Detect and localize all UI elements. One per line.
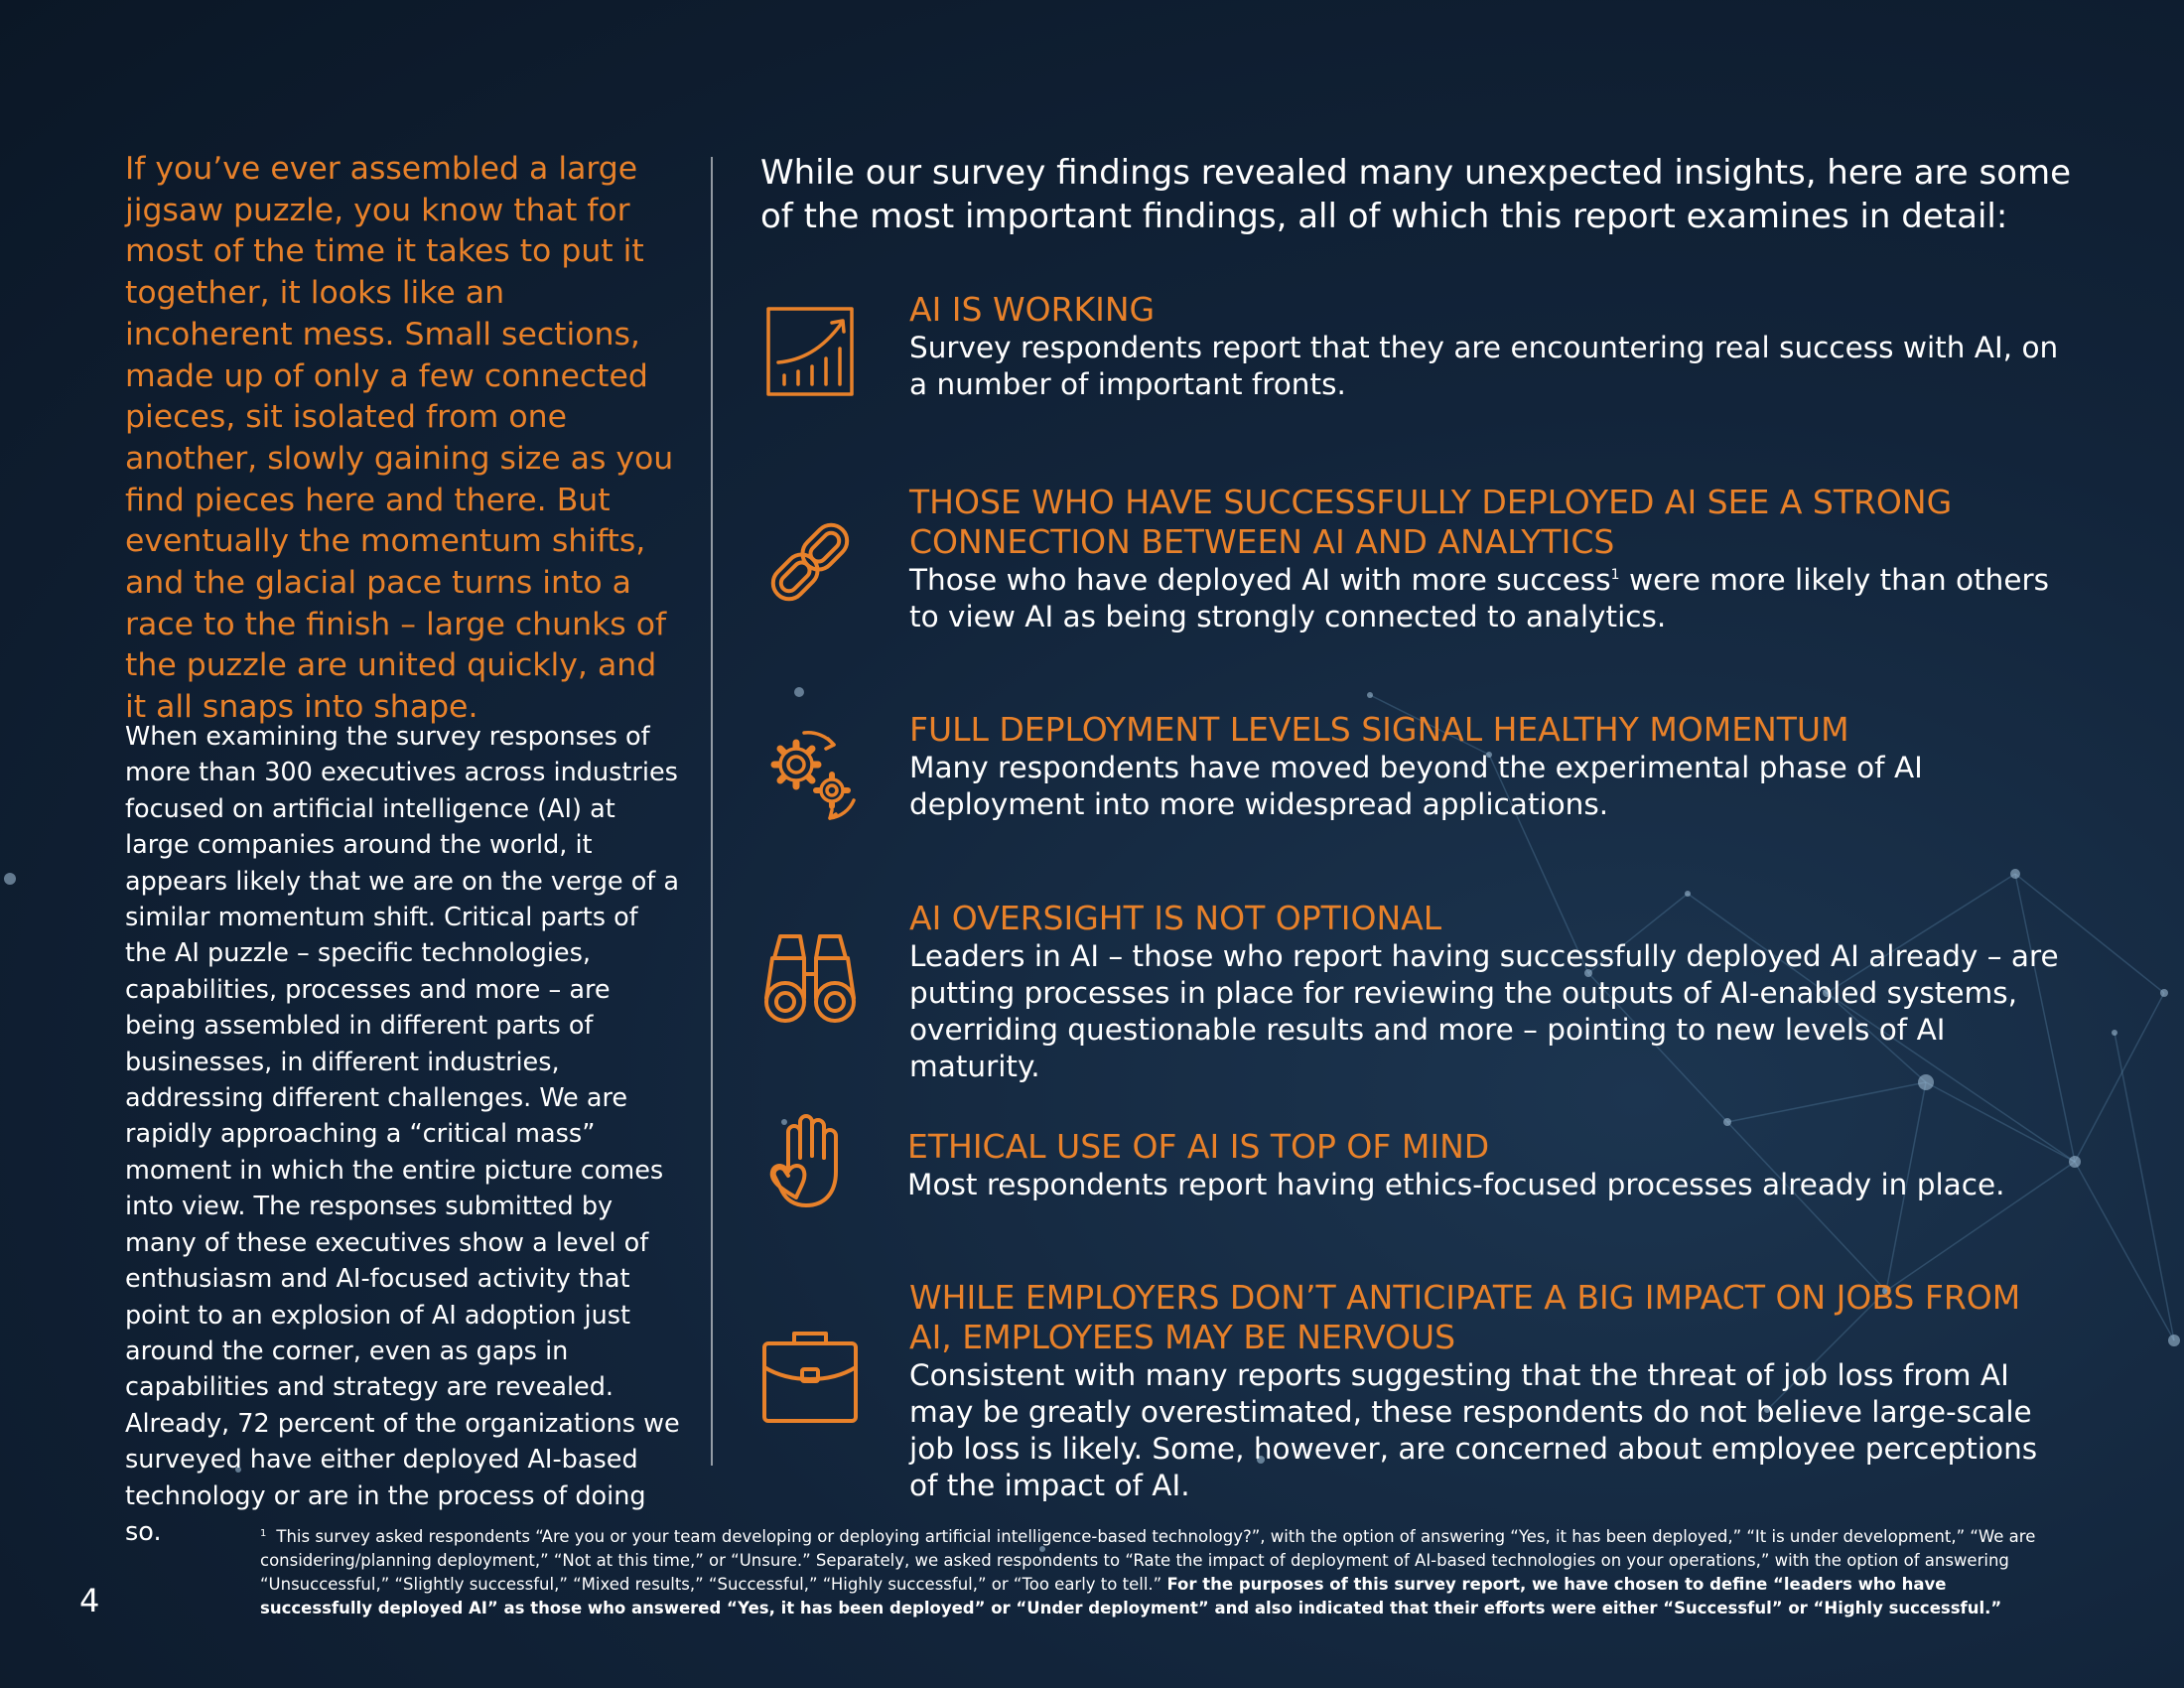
binoculars-icon — [760, 928, 860, 1028]
finding-title: ETHICAL USE OF AI IS TOP OF MIND — [907, 1127, 1490, 1166]
footnote-reference: 1 — [1610, 567, 1620, 584]
finding-title: AI OVERSIGHT IS NOT OPTIONAL — [909, 899, 1442, 937]
finding-description: Many respondents have moved beyond the experimental phase of AI deployment into more widespread applications. — [909, 751, 1923, 821]
findings-lead-text: While our survey findings revealed many unexpected insights, here are some of the most important findings, all of which this report examines in detail: — [760, 153, 2072, 236]
briefcase-icon — [760, 1328, 860, 1427]
finding-text-block — [907, 1127, 2069, 1203]
finding-text-block — [909, 899, 2071, 1085]
finding-description: Survey respondents report that they are encountering real success with AI, on a number of important fronts. — [909, 331, 2059, 401]
page-number: 4 — [79, 1582, 100, 1619]
chain-link-icon — [760, 512, 860, 612]
hand-heart-icon — [760, 1110, 860, 1209]
finding-text-block — [909, 290, 2071, 403]
finding-description: Consistent with many reports suggesting that the threat of job loss from AI may be greatly overestimated, these respondents do not believe large-scale job loss is likely. Some, however, are concerned about employee perceptions of the impact of AI. — [909, 1358, 2038, 1502]
finding-text-block — [909, 483, 2071, 635]
footnote-marker: 1 — [260, 1527, 267, 1539]
body-paragraph: When examining the survey responses of more than 300 executives across industries focused on artificial intelligence (AI) at large companies around the world, it appears likely that we are on the verge of a similar momentum shift. Critical parts of the AI puzzle – specific technologies, capabilities, processes and more – are being assembled in different parts of businesses, in different industries, addressing different challenges. We are rapidly approaching a “critical mass” moment in which the entire picture comes into view. The responses submitted by many of these executives show a level of enthusiasm and AI-focused activity that point to an explosion of AI adoption just around the corner, even as gaps in capabilities and strategy are revealed. Already, 72 percent of the organizations we surveyed have either deployed AI-based technology or are in the process of doing so. — [125, 722, 680, 1547]
finding-title: AI IS WORKING — [909, 290, 1156, 329]
growth-chart-icon — [760, 301, 860, 400]
intro-paragraph: If you’ve ever assembled a large jigsaw puzzle, you know that for most of the time it takes to put it together, it looks like an incoherent mess. Small sections, made up of only a few connected pieces, sit isolated from one another, slowly gaining size as you find pieces here and there. But eventually the momentum shifts, and the glacial pace turns into a race to the finish – large chunks of the puzzle are united quickly, and it all snaps into shape. — [125, 151, 674, 726]
footnote-text: This survey asked respondents “Are you or your team developing or deploying artificial intelligence-based technology?”, with the option of answering “Yes, it has been deployed,” “It is under development,” “We are considering/planning deployment,” “Not at this time,” or “Unsure.” Separately, we asked respondents to “Rate the impact of deployment of AI-based technologies on your operations,” with the option of answering “Unsuccessful,” “Slightly successful,” “Mixed results,” “Successful,” “Highly successful,” or “Too early to tell.” — [260, 1527, 2036, 1594]
finding-text-block — [909, 1278, 2071, 1504]
finding-title: WHILE EMPLOYERS DON’T ANTICIPATE A BIG IMPACT ON JOBS FROM AI, EMPLOYEES MAY BE NERVOUS — [909, 1278, 2021, 1356]
gears-icon — [760, 723, 860, 822]
finding-description — [909, 562, 2071, 635]
finding-description-text: were more likely than others to view AI as being strongly connected to analytics. — [909, 563, 2049, 633]
finding-title: THOSE WHO HAVE SUCCESSFULLY DEPLOYED AI SEE A STRONG CONNECTION BETWEEN AI AND ANALYTICS — [909, 483, 1953, 561]
column-divider — [711, 157, 713, 1466]
finding-description-text: Those who have deployed AI with more success — [909, 563, 1611, 597]
finding-description: Most respondents report having ethics-focused processes already in place. — [907, 1168, 2005, 1201]
footnote-definition: For the purposes of this survey report, we have chosen to define “leaders who have successfully deployed AI” as those who answered “Yes, it has been deployed” or “Under deployment” and also indicated that their efforts were either “Successful” or “Highly successful.” — [260, 1575, 2002, 1618]
finding-text-block — [909, 710, 2071, 823]
finding-title: FULL DEPLOYMENT LEVELS SIGNAL HEALTHY MOMENTUM — [909, 710, 1849, 749]
footnote — [260, 1525, 2047, 1620]
finding-description: Leaders in AI – those who report having successfully deployed AI already – are putting processes in place for reviewing the outputs of AI-enabled systems, overriding questionable results and more – pointing to new levels of AI maturity. — [909, 939, 2059, 1083]
